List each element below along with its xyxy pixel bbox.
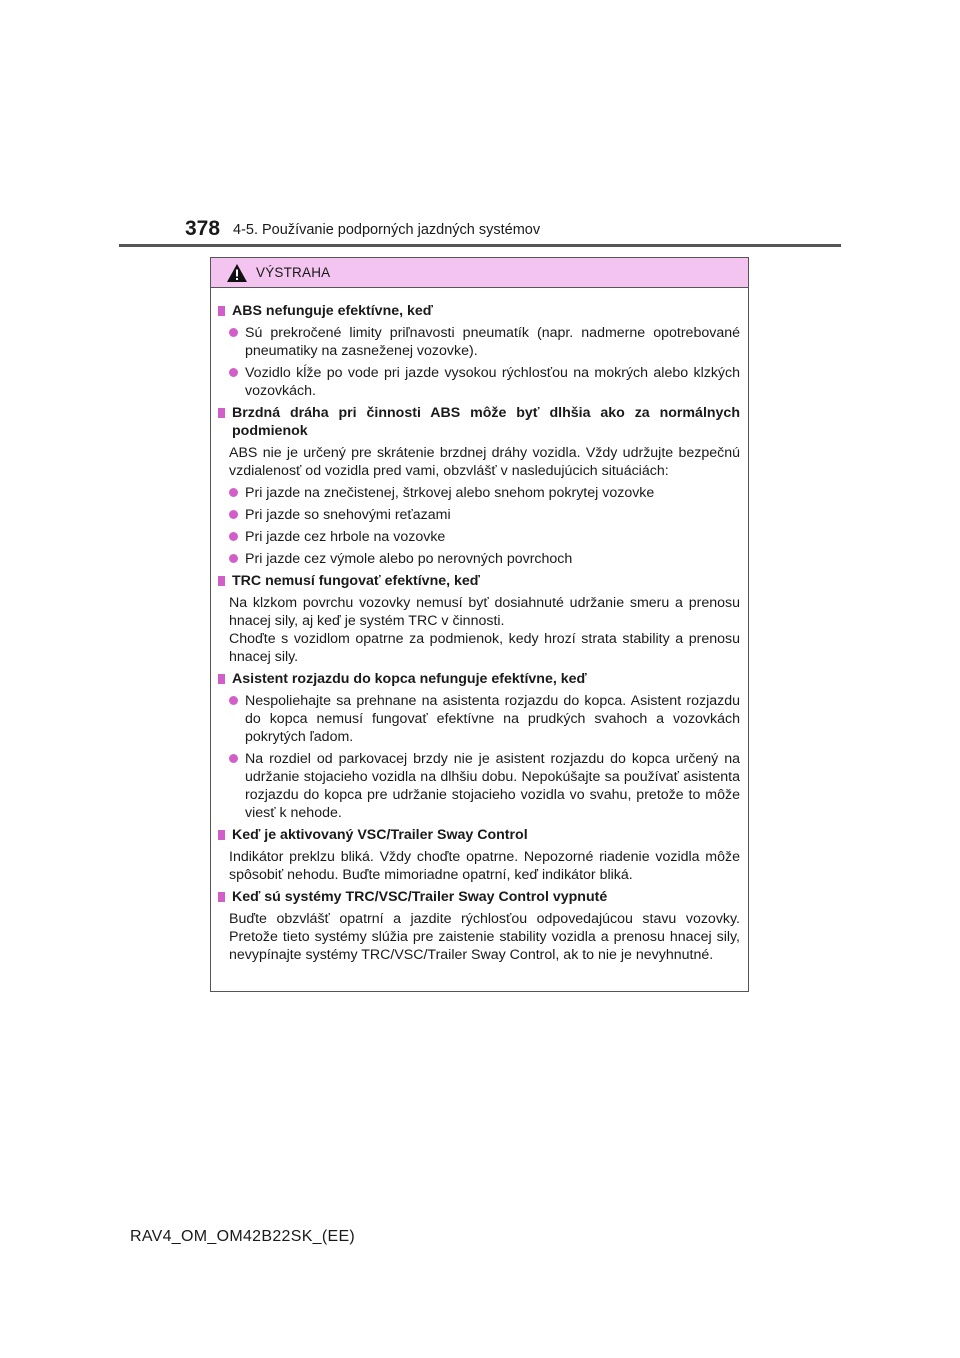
warning-title: VÝSTRAHA bbox=[256, 265, 331, 280]
list-item: Na rozdiel od parkovacej brzdy nie je asistent rozjazdu do kopca určený na udržanie stojacieho vozidla na dlhšiu dobu. Nepokúšajte sa používať asistenta rozjazdu do kopca pre udržanie stojacieho vozidla vo svahu, pretože to môže viesť k nehode. bbox=[229, 750, 740, 822]
circle-bullet-icon bbox=[229, 510, 238, 519]
warning-header bbox=[211, 258, 748, 288]
warning-triangle-icon bbox=[227, 264, 247, 282]
header-divider bbox=[119, 244, 841, 247]
section-heading: ABS nefunguje efektívne, keď bbox=[218, 302, 740, 320]
list-item: Vozidlo kĺže po vode pri jazde vysokou rýchlosťou na mokrých alebo klzkých vozovkách. bbox=[229, 364, 740, 400]
square-bullet-icon bbox=[218, 830, 225, 840]
square-bullet-icon bbox=[218, 408, 225, 418]
page-header bbox=[0, 0, 960, 250]
square-bullet-icon bbox=[218, 674, 225, 684]
circle-bullet-icon bbox=[229, 488, 238, 497]
list-item: Pri jazde so snehovými reťazami bbox=[229, 506, 740, 524]
page-number: 378 bbox=[185, 217, 221, 240]
circle-bullet-icon bbox=[229, 754, 238, 763]
section-heading: Keď je aktivovaný VSC/Trailer Sway Control bbox=[218, 826, 740, 844]
list-item: Pri jazde cez výmole alebo po nerovných povrchoch bbox=[229, 550, 740, 568]
square-bullet-icon bbox=[218, 306, 225, 316]
list-item: Nespoliehajte sa prehnane na asistenta rozjazdu do kopca. Asistent rozjazdu do kopca nemusí fungovať efektívne na prudkých svahoch a vozovkách pokrytých ľadom. bbox=[229, 692, 740, 746]
circle-bullet-icon bbox=[229, 328, 238, 337]
warning-body bbox=[211, 288, 748, 964]
section-text: Buďte obzvlášť opatrní a jazdite rýchlosťou odpovedajúcou stavu vozovky. Pretože tieto systémy slúžia pre zaistenie stability vozidla a prenosu hnacej sily, nevypínajte systémy TRC/VSC/Trailer Sway Control, ak to nie je nevyhnutné. bbox=[229, 911, 740, 963]
section-text: Indikátor preklzu bliká. Vždy choďte opatrne. Nepozorné riadenie vozidla môže spôsobiť nehodu. Buďte mimoriadne opatrní, keď indikátor bliká. bbox=[229, 849, 740, 883]
circle-bullet-icon bbox=[229, 696, 238, 705]
list-item: Pri jazde cez hrbole na vozovke bbox=[229, 528, 740, 546]
circle-bullet-icon bbox=[229, 368, 238, 377]
chapter-title: 4-5. Používanie podporných jazdných systémov bbox=[233, 222, 541, 238]
section-heading: Keď sú systémy TRC/VSC/Trailer Sway Control vypnuté bbox=[218, 888, 740, 906]
square-bullet-icon bbox=[218, 892, 225, 902]
document-code: RAV4_OM_OM42B22SK_(EE) bbox=[130, 1228, 356, 1245]
warning-box bbox=[210, 257, 749, 992]
circle-bullet-icon bbox=[229, 554, 238, 563]
section-heading: TRC nemusí fungovať efektívne, keď bbox=[218, 572, 740, 590]
section-text: Na klzkom povrchu vozovky nemusí byť dosiahnuté udržanie smeru a prenosu hnacej sily, aj keď je systém TRC v činnosti. Choďte s vozidlom opatrne za podmienok, kedy hrozí strata stability a prenosu hnacej sily. bbox=[229, 595, 740, 665]
list-item: Pri jazde na znečistenej, štrkovej alebo snehom pokrytej vozovke bbox=[229, 484, 740, 502]
circle-bullet-icon bbox=[229, 532, 238, 541]
section-text: ABS nie je určený pre skrátenie brzdnej dráhy vozidla. Vždy udržujte bezpečnú vzdialenosť od vozidla pred vami, obzvlášť v nasledujúcich situáciách: bbox=[229, 445, 740, 479]
list-item: Sú prekročené limity priľnavosti pneumatík (napr. nadmerne opotrebované pneumatiky na zasneženej vozovke). bbox=[229, 324, 740, 360]
section-heading: Brzdná dráha pri činnosti ABS môže byť dlhšia ako za normálnych podmienok bbox=[218, 404, 740, 440]
section-heading: Asistent rozjazdu do kopca nefunguje efektívne, keď bbox=[218, 670, 740, 688]
square-bullet-icon bbox=[218, 576, 225, 586]
